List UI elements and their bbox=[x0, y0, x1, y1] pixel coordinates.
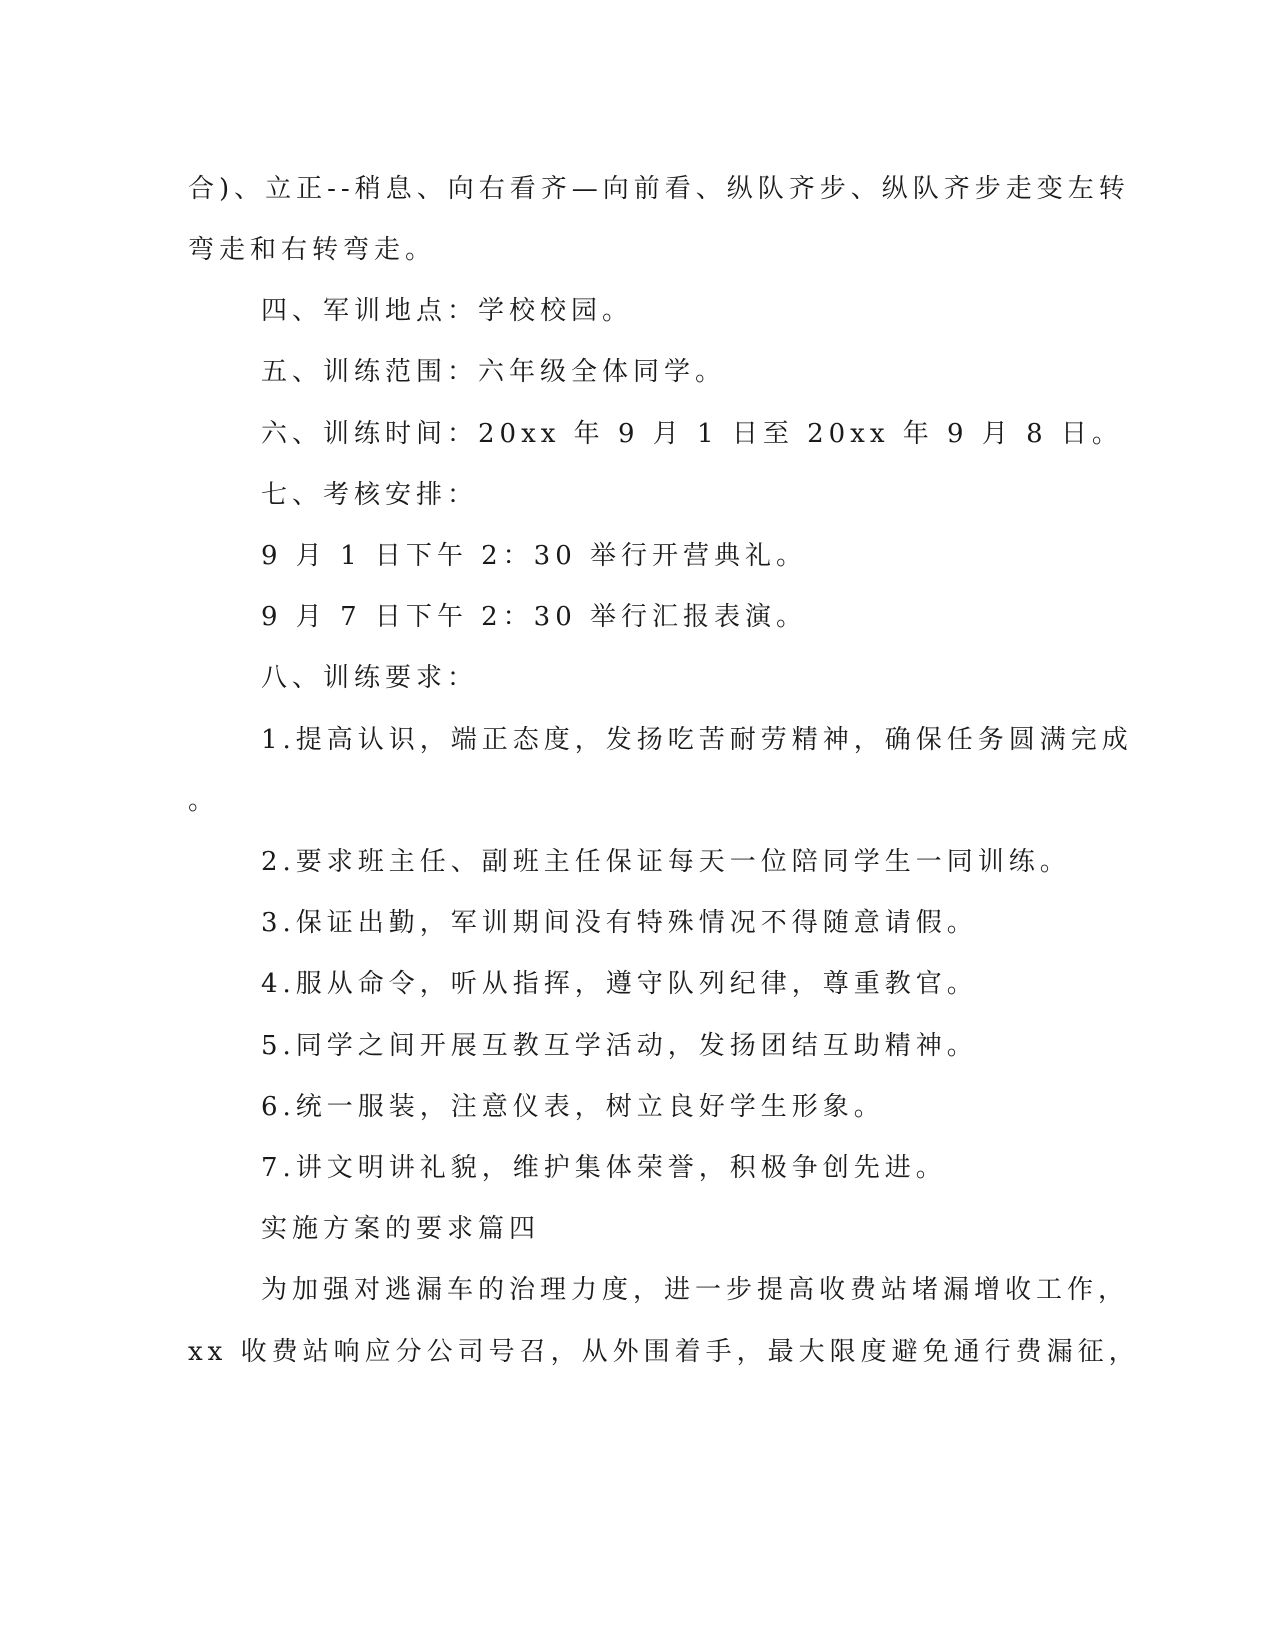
section-heading: 八、训练要求： bbox=[261, 663, 479, 693]
requirement-item: 3.保证出勤，军训期间没有特殊情况不得随意请假。 bbox=[261, 908, 978, 938]
text-line: 。 bbox=[188, 786, 220, 816]
schedule-item: 9 月 7 日下午 2：30 举行汇报表演。 bbox=[261, 602, 808, 632]
requirement-item: 6.统一服装，注意仪表，树立良好学生形象。 bbox=[261, 1092, 885, 1122]
section-heading: 七、考核安排： bbox=[261, 480, 479, 510]
requirement-item: 1.提高认识，端正态度，发扬吃苦耐劳精神，确保任务圆满完成 bbox=[261, 725, 1133, 755]
requirement-item: 7.讲文明讲礼貌，维护集体荣誉，积极争创先进。 bbox=[261, 1153, 947, 1183]
schedule-item: 9 月 1 日下午 2：30 举行开营典礼。 bbox=[261, 541, 808, 571]
section-heading: 四、军训地点：学校校园。 bbox=[261, 296, 634, 326]
text-line: 弯走和右转弯走。 bbox=[188, 235, 437, 265]
text-line: 合)、立正--稍息、向右看齐—向前看、纵队齐步、纵队齐步走变左转 bbox=[188, 174, 1130, 204]
requirement-item: 5.同学之间开展互教互学活动，发扬团结互助精神。 bbox=[261, 1031, 978, 1061]
section-heading: 六、训练时间：20xx 年 9 月 1 日至 20xx 年 9 月 8 日。 bbox=[261, 419, 1123, 449]
requirement-item: 2.要求班主任、副班主任保证每天一位陪同学生一同训练。 bbox=[261, 847, 1071, 877]
chapter-title: 实施方案的要求篇四 bbox=[261, 1214, 541, 1244]
requirement-item: 4.服从命令，听从指挥，遵守队列纪律，尊重教官。 bbox=[261, 969, 978, 999]
paragraph-line: 为加强对逃漏车的治理力度，进一步提高收费站堵漏增收工作， bbox=[261, 1275, 1130, 1305]
section-heading: 五、训练范围：六年级全体同学。 bbox=[261, 357, 727, 387]
paragraph-line: xx 收费站响应分公司号召，从外围着手，最大限度避免通行费漏征， bbox=[188, 1337, 1140, 1367]
